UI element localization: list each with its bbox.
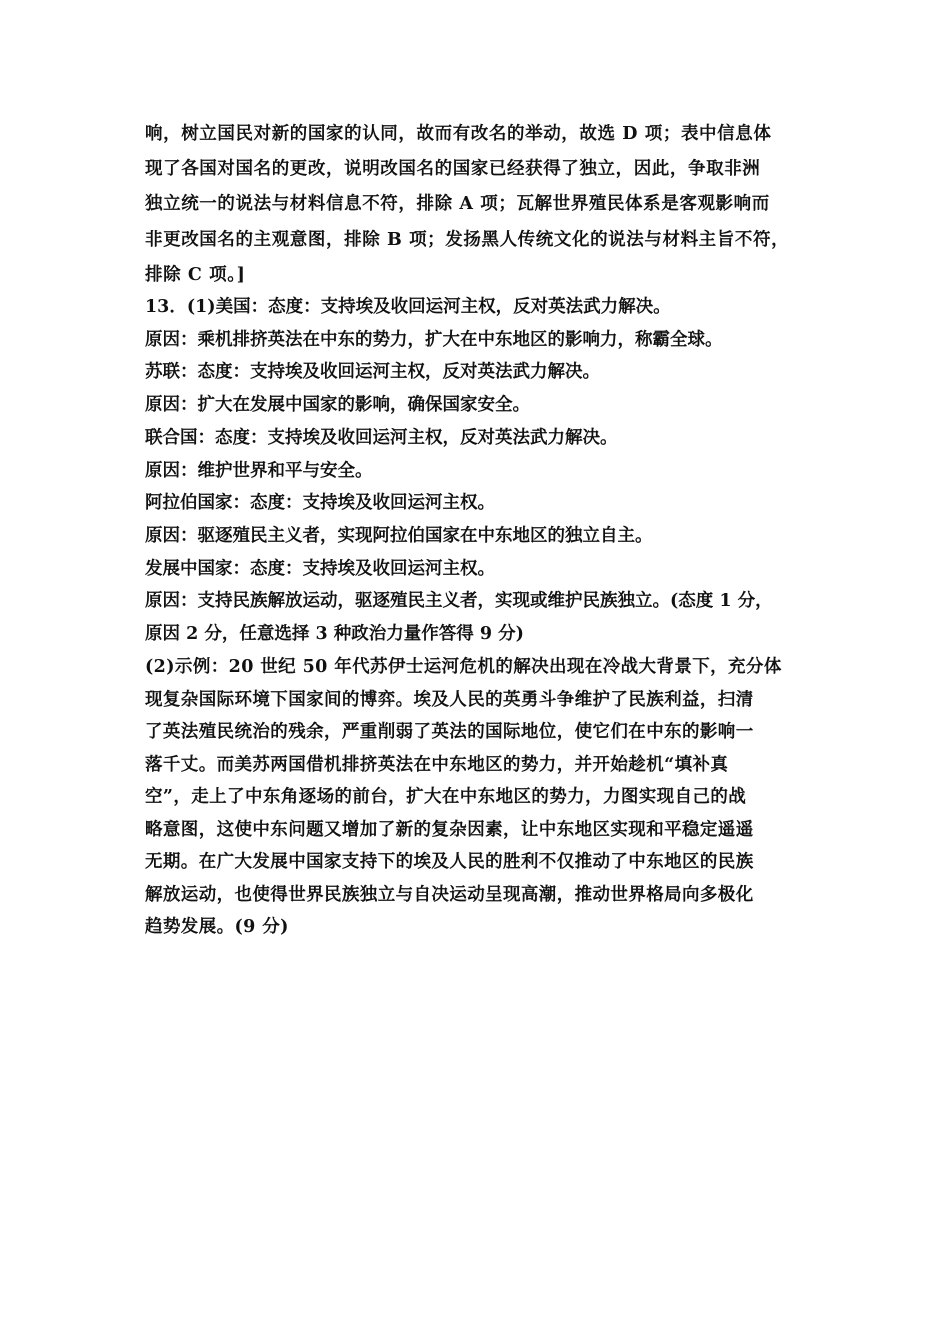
text-line: 联合国：态度：支持埃及收回运河主权，反对英法武力解决。 [145,427,618,448]
text-line: 发展中国家：态度：支持埃及收回运河主权。 [145,558,495,579]
answer-13-part-2 [145,651,820,944]
text-line: 原因：乘机排挤英法在中东的势力，扩大在中东地区的影响力，称霸全球。 [145,329,723,350]
text-line: 无期。在广大发展中国家支持下的埃及人民的胜利不仅推动了中东地区的民族 [145,852,754,872]
text-line: 响，树立国民对新的国家的认同，故而有改名的举动，故选 D 项；表中信息体 [145,124,772,144]
text-line: 解放运动，也使得世界民族独立与自决运动呈现高潮，推动世界格局向多极化 [145,884,754,905]
text-line: 趋势发展。(9 分) [145,917,289,937]
text-line: 原因：支持民族解放运动，驱逐殖民主义者，实现或维护民族独立。(态度 1 分， [145,591,773,612]
text-line: 现了各国对国名的更改，说明改国名的国家已经获得了独立，因此，争取非洲 [145,159,761,180]
text-line: 原因：维护世界和平与安全。 [145,460,373,481]
explanation-paragraph [145,117,820,293]
text-line: 苏联：态度：支持埃及收回运河主权，反对英法武力解决。 [145,362,600,383]
text-line: 阿拉伯国家：态度：支持埃及收回运河主权。 [145,493,495,514]
text-line: 现复杂国际环境下国家间的博弈。埃及人民的英勇斗争维护了民族利益，扫清 [145,689,754,710]
text-line: 原因：扩大在发展中国家的影响，确保国家安全。 [145,395,530,416]
text-line: 空”，走上了中东角逐场的前台，扩大在中东地区的势力，力图实现自己的战 [145,787,747,807]
text-line: 非更改国名的主观意图，排除 B 项；发扬黑人传统文化的说法与材料主旨不符， [145,229,790,250]
text-line: 原因：驱逐殖民主义者，实现阿拉伯国家在中东地区的独立自主。 [145,525,653,546]
text-line: 原因 2 分，任意选择 3 种政治力量作答得 9 分) [145,624,524,645]
text-line: 略意图，这使中东问题又增加了新的复杂因素，让中东地区实现和平稳定遥遥 [145,819,754,840]
text-line: 落千丈。而美苏两国借机排挤英法在中东地区的势力，并开始趁机“填补真 [145,754,729,775]
text-line: 排除 C 项。] [145,264,246,285]
text-line: 了英法殖民统治的残余，严重削弱了英法的国际地位，使它们在中东的影响一 [145,722,754,742]
question-13-heading: 13．(1)美国：态度：支持埃及收回运河主权，反对英法武力解决。 [145,297,671,317]
text-line: 独立统一的说法与材料信息不符，排除 A 项；瓦解世界殖民体系是客观影响而 [145,194,770,215]
text-line: (2)示例：20 世纪 50 年代苏伊士运河危机的解决出现在冷战大背景下，充分体 [145,657,782,677]
answer-13-part-1 [145,291,820,651]
